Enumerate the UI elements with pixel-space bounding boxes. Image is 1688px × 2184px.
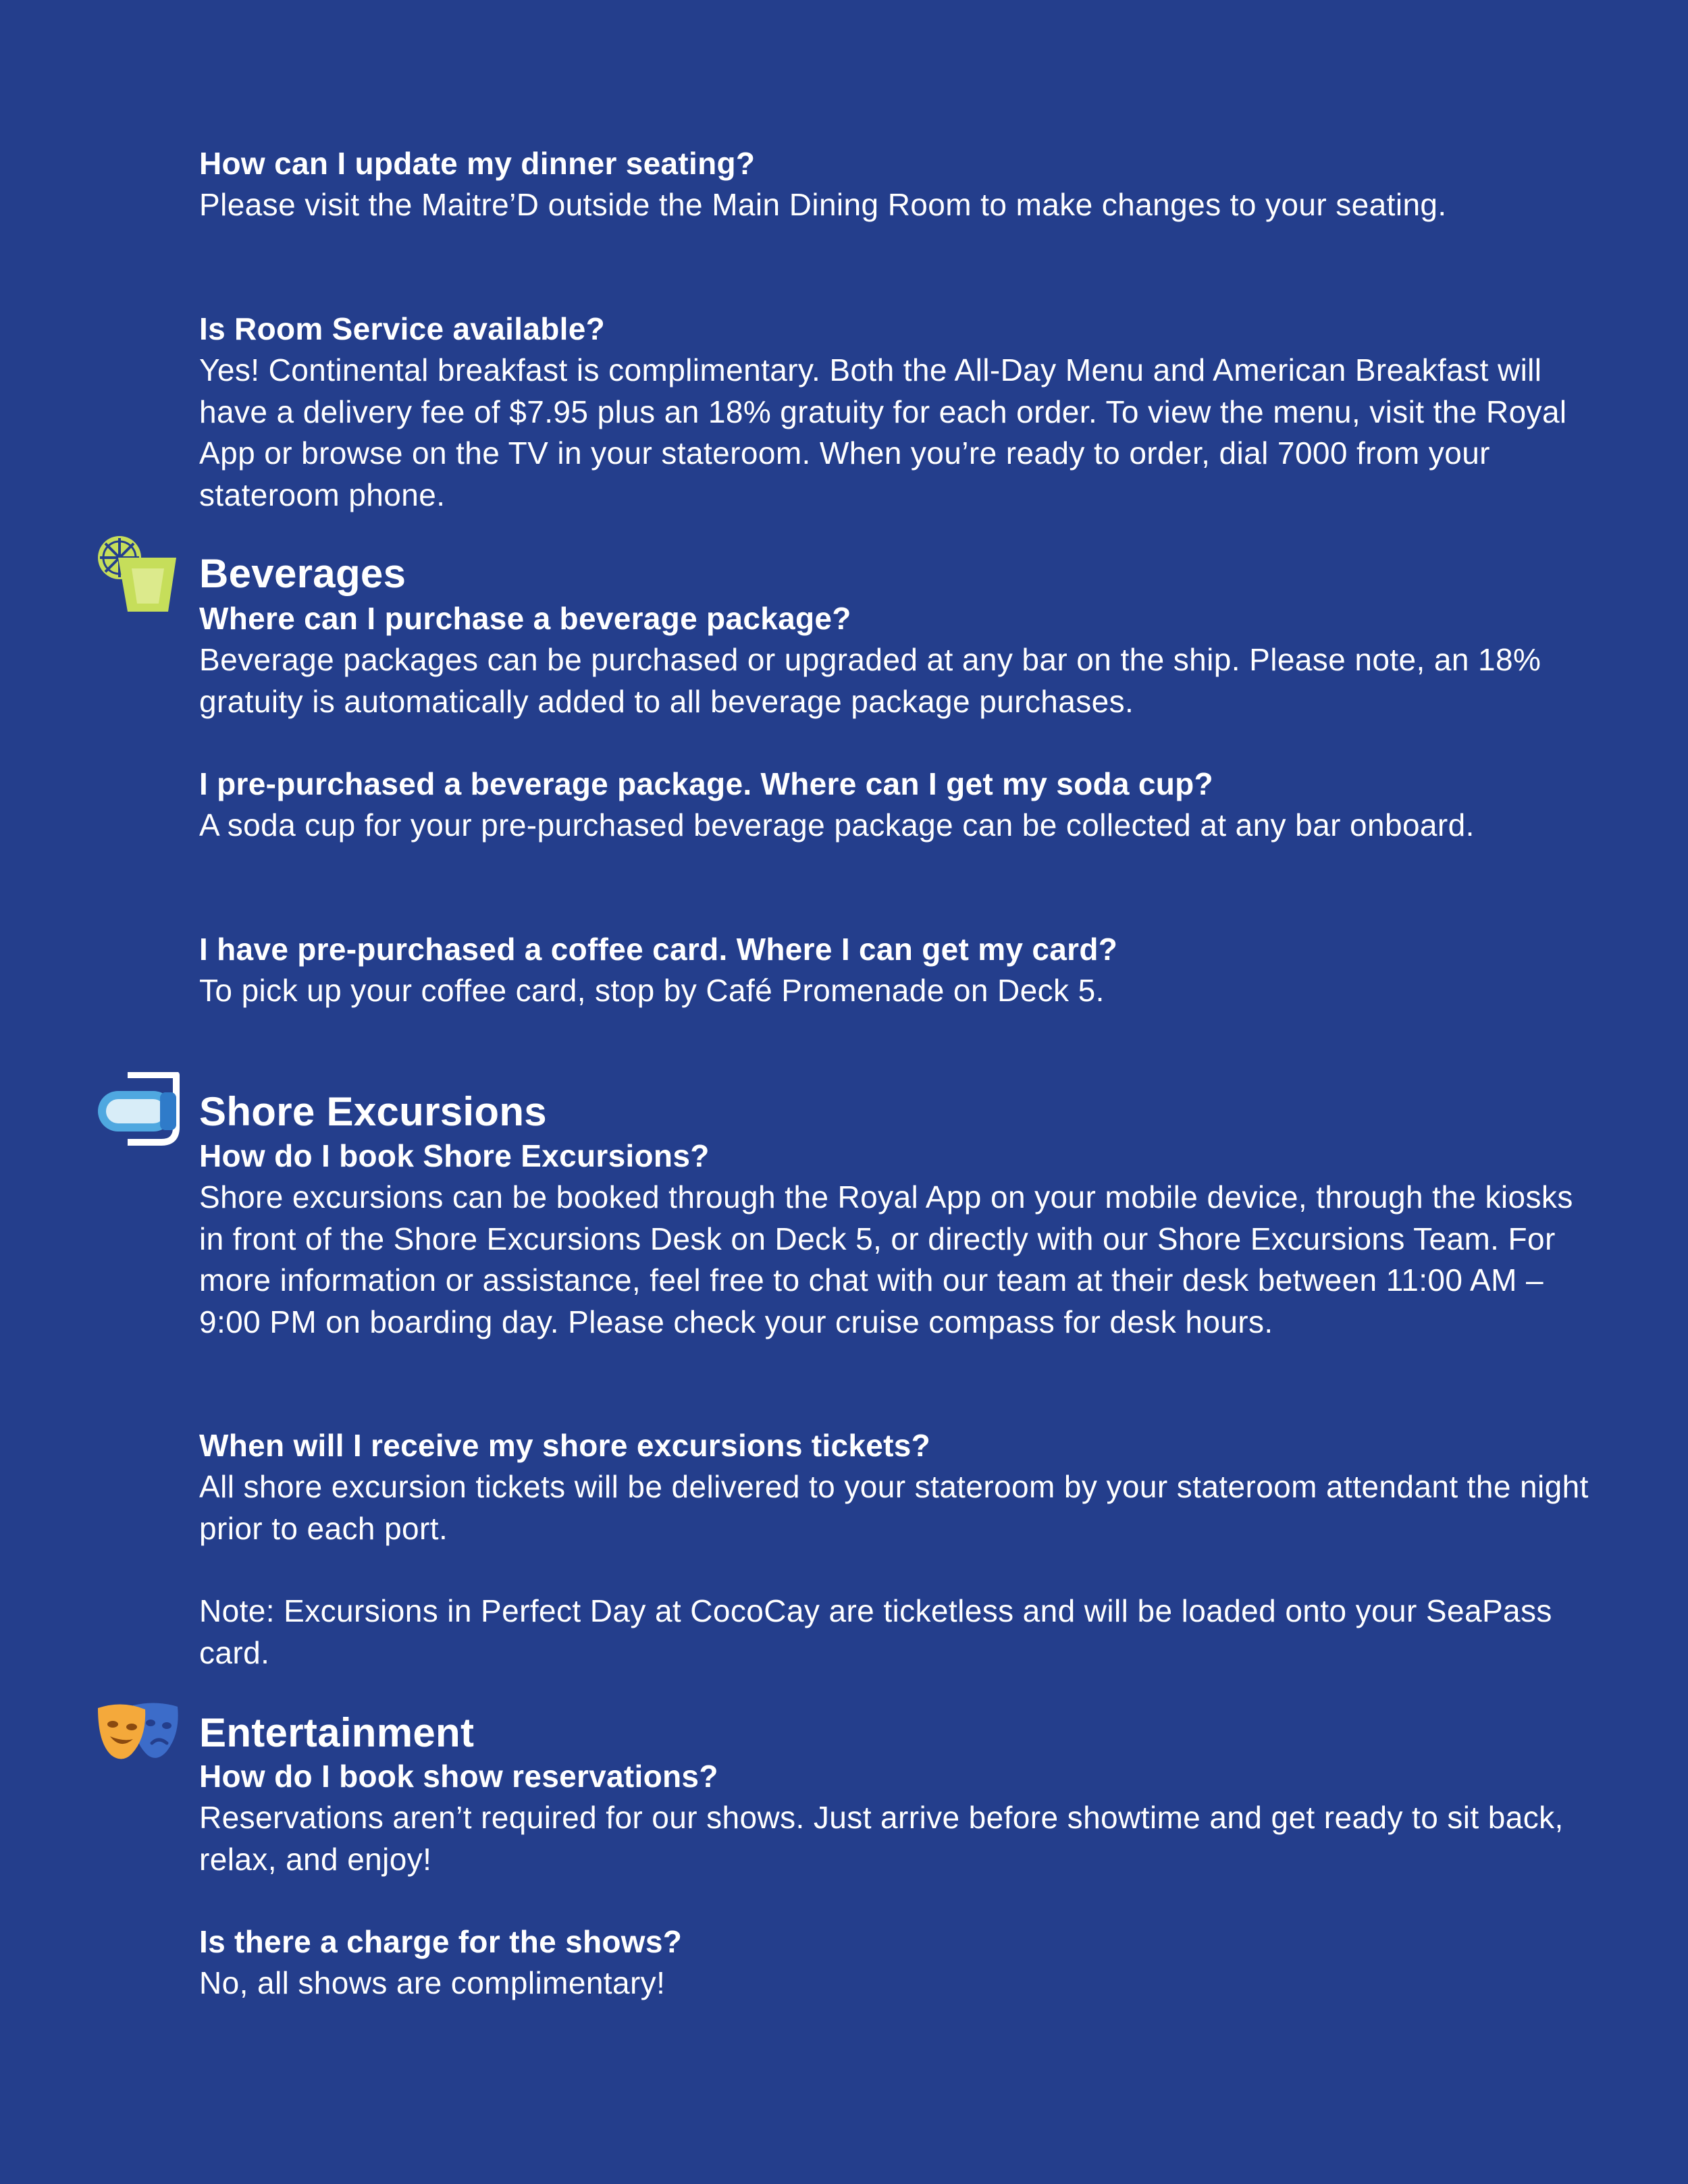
- faq-book-shore-excursions: [199, 1136, 1590, 1343]
- question: Is there a charge for the shows?: [199, 1924, 683, 1959]
- question: Is Room Service available?: [199, 311, 605, 346]
- faq-dinner-seating: [199, 143, 1590, 226]
- theater-masks-icon: [97, 1699, 181, 1766]
- answer: Please visit the Maitre’D outside the Main Dining Room to make changes to your seating.: [199, 187, 1447, 222]
- answer: A soda cup for your pre-purchased beverage package can be collected at any bar onboard.: [199, 807, 1475, 843]
- question: When will I receive my shore excursions tickets?: [199, 1428, 931, 1463]
- shore-note: [199, 1591, 1590, 1674]
- faq-soda-cup: [199, 764, 1590, 847]
- answer: To pick up your coffee card, stop by Café Promenade on Deck 5.: [199, 973, 1105, 1008]
- section-title-entertainment: Entertainment: [199, 1710, 475, 1755]
- faq-show-reservations: [199, 1756, 1590, 1880]
- faq-show-charge: [199, 1921, 1590, 2004]
- question: How do I book Shore Excursions?: [199, 1138, 710, 1173]
- snorkel-mask-icon: [97, 1072, 184, 1148]
- answer: No, all shows are complimentary!: [199, 1965, 666, 2000]
- question: How do I book show reservations?: [199, 1759, 718, 1794]
- faq-shore-tickets: [199, 1425, 1590, 1549]
- answer: All shore excursion tickets will be delivered to your stateroom by your stateroom attendant the night prior to each port.: [199, 1469, 1589, 1546]
- question: Where can I purchase a beverage package?: [199, 601, 851, 636]
- faq-room-service: [199, 309, 1590, 516]
- note-text: Note: Excursions in Perfect Day at CocoCay are ticketless and will be loaded onto your SeaPass card.: [199, 1593, 1552, 1670]
- section-title-shore-excursions: Shore Excursions: [199, 1089, 547, 1134]
- answer: Shore excursions can be booked through the Royal App on your mobile device, through the kiosks in front of the Shore Excursions Desk on Deck 5, or directly with our Shore Excursions Team. For more information or assistance, feel free to chat with our team at their desk between 11:00 AM – 9:00 PM on boarding day. Please check your cruise compass for desk hours.: [199, 1179, 1573, 1339]
- question: I pre-purchased a beverage package. Where can I get my soda cup?: [199, 766, 1213, 801]
- faq-coffee-card: [199, 929, 1590, 1012]
- drink-cup-icon: [97, 535, 181, 616]
- faq-beverage-package: [199, 598, 1590, 722]
- answer: Reservations aren’t required for our shows. Just arrive before showtime and get ready to sit back, relax, and enjoy!: [199, 1800, 1564, 1877]
- answer: Yes! Continental breakfast is complimentary. Both the All-Day Menu and American Breakfast will have a delivery fee of $7.95 plus an 18% gratuity for each order. To view the menu, visit the Royal App or browse on the TV in your stateroom. When you’re ready to order, dial 7000 from your stateroom phone.: [199, 352, 1567, 512]
- question: How can I update my dinner seating?: [199, 146, 756, 181]
- answer: Beverage packages can be purchased or upgraded at any bar on the ship. Please note, an 18% gratuity is automatically added to all beverage package purchases.: [199, 642, 1541, 719]
- question: I have pre-purchased a coffee card. Where I can get my card?: [199, 932, 1118, 967]
- section-title-beverages: Beverages: [199, 551, 406, 596]
